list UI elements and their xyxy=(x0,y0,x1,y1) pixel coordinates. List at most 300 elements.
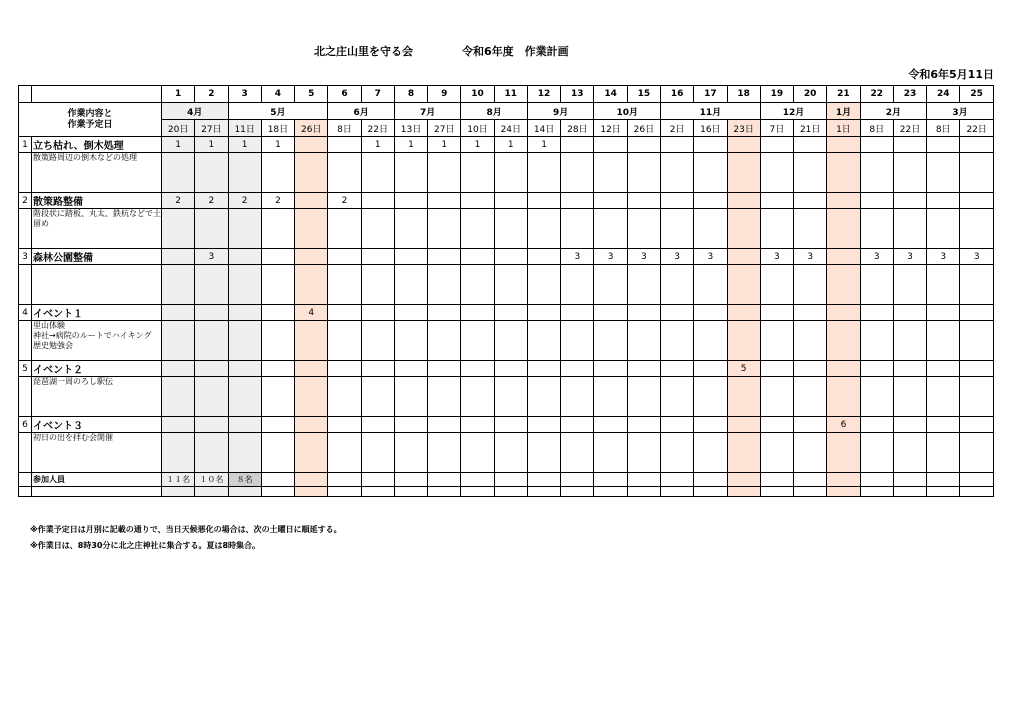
bottom-cell xyxy=(162,487,195,497)
bottom-cell xyxy=(694,487,727,497)
work-date: 8日 xyxy=(927,120,960,137)
work-date: 26日 xyxy=(295,120,328,137)
task-cell xyxy=(794,153,827,193)
week-number: 18 xyxy=(727,86,760,103)
task-cell xyxy=(893,153,926,193)
task-mark xyxy=(760,137,793,153)
task-cell xyxy=(361,433,394,473)
task-mark: 3 xyxy=(594,249,627,265)
bottom-cell xyxy=(228,487,261,497)
task-mark xyxy=(594,305,627,321)
task-mark xyxy=(927,193,960,209)
task-mark xyxy=(428,417,461,433)
task-cell xyxy=(627,321,660,361)
participant-count xyxy=(295,473,328,487)
task-cell xyxy=(727,265,760,305)
task-mark xyxy=(694,361,727,377)
month-header: 12月 xyxy=(760,103,827,120)
task-name: 立ち枯れ、倒木処理 xyxy=(32,137,162,153)
task-cell xyxy=(428,153,461,193)
task-mark xyxy=(627,361,660,377)
task-mark xyxy=(361,417,394,433)
task-cell xyxy=(694,209,727,249)
task-mark xyxy=(660,193,693,209)
task-mark xyxy=(727,249,760,265)
task-mark xyxy=(860,193,893,209)
task-cell xyxy=(760,433,793,473)
bottom-cell xyxy=(261,487,294,497)
task-cell xyxy=(594,209,627,249)
week-number: 2 xyxy=(195,86,228,103)
task-mark: 5 xyxy=(727,361,760,377)
work-date: 28日 xyxy=(561,120,594,137)
task-mark xyxy=(561,361,594,377)
task-cell xyxy=(527,321,560,361)
task-mark: 1 xyxy=(195,137,228,153)
task-cell xyxy=(794,209,827,249)
task-cell xyxy=(394,433,427,473)
participant-count xyxy=(660,473,693,487)
participant-count xyxy=(261,473,294,487)
task-cell xyxy=(394,153,427,193)
task-cell xyxy=(428,209,461,249)
bottom-cell xyxy=(461,487,494,497)
work-date: 18日 xyxy=(261,120,294,137)
task-cell xyxy=(361,153,394,193)
task-cell xyxy=(428,377,461,417)
task-cell xyxy=(494,153,527,193)
participant-count xyxy=(361,473,394,487)
task-cell xyxy=(893,433,926,473)
participants-spacer xyxy=(19,473,32,487)
task-mark xyxy=(760,305,793,321)
task-cell xyxy=(627,265,660,305)
week-number: 4 xyxy=(261,86,294,103)
task-cell xyxy=(594,265,627,305)
task-cell xyxy=(394,265,427,305)
task-mark xyxy=(827,249,860,265)
work-date: 8日 xyxy=(328,120,361,137)
participant-count xyxy=(960,473,994,487)
task-cell xyxy=(328,265,361,305)
task-cell xyxy=(694,433,727,473)
task-mark xyxy=(794,417,827,433)
task-mark xyxy=(660,361,693,377)
task-mark xyxy=(328,137,361,153)
task-mark xyxy=(228,417,261,433)
task-cell xyxy=(461,265,494,305)
task-mark xyxy=(461,361,494,377)
task-mark xyxy=(893,417,926,433)
task-cell xyxy=(960,153,994,193)
task-mark xyxy=(660,137,693,153)
task-cell xyxy=(694,377,727,417)
task-mark xyxy=(561,193,594,209)
task-cell xyxy=(594,377,627,417)
task-cell xyxy=(228,321,261,361)
participant-count xyxy=(494,473,527,487)
task-description: 里山体験 神社→病院のルートでハイキング 歴史勉強会 xyxy=(32,321,162,361)
task-mark: 3 xyxy=(694,249,727,265)
task-mark xyxy=(727,305,760,321)
task-cell xyxy=(927,153,960,193)
task-cell xyxy=(727,321,760,361)
task-mark xyxy=(561,305,594,321)
task-cell xyxy=(461,377,494,417)
task-cell xyxy=(827,433,860,473)
task-mark xyxy=(960,361,994,377)
task-description: 琵琶湖一周のろし駅伝 xyxy=(32,377,162,417)
work-date: 22日 xyxy=(361,120,394,137)
task-cell xyxy=(494,433,527,473)
task-mark xyxy=(627,193,660,209)
work-date: 22日 xyxy=(960,120,994,137)
week-number: 1 xyxy=(162,86,195,103)
task-mark xyxy=(162,249,195,265)
task-mark: 1 xyxy=(527,137,560,153)
task-cell xyxy=(527,377,560,417)
task-mark xyxy=(893,361,926,377)
week-number: 5 xyxy=(295,86,328,103)
task-cell xyxy=(162,153,195,193)
task-mark: 2 xyxy=(162,193,195,209)
task-cell xyxy=(927,377,960,417)
participant-count xyxy=(893,473,926,487)
task-cell xyxy=(660,377,693,417)
task-mark xyxy=(394,417,427,433)
week-number: 14 xyxy=(594,86,627,103)
task-number-spacer xyxy=(19,433,32,473)
task-mark xyxy=(261,361,294,377)
task-cell xyxy=(494,377,527,417)
task-cell xyxy=(527,209,560,249)
task-mark xyxy=(361,361,394,377)
week-number: 6 xyxy=(328,86,361,103)
bottom-cell xyxy=(860,487,893,497)
task-description: 散策路周辺の倒木などの処理 xyxy=(32,153,162,193)
task-mark xyxy=(794,137,827,153)
task-cell xyxy=(527,433,560,473)
task-mark: 4 xyxy=(295,305,328,321)
task-mark xyxy=(461,249,494,265)
task-cell xyxy=(660,321,693,361)
task-mark xyxy=(295,137,328,153)
task-cell xyxy=(228,209,261,249)
task-cell xyxy=(295,433,328,473)
task-cell xyxy=(295,153,328,193)
task-mark xyxy=(694,305,727,321)
task-mark: 3 xyxy=(860,249,893,265)
bottom-cell xyxy=(394,487,427,497)
week-number: 20 xyxy=(794,86,827,103)
month-header: 1月 xyxy=(827,103,860,120)
task-mark xyxy=(827,305,860,321)
task-mark xyxy=(361,305,394,321)
task-mark: 3 xyxy=(627,249,660,265)
participant-count xyxy=(860,473,893,487)
task-mark xyxy=(627,305,660,321)
corner-cell xyxy=(19,86,32,103)
task-mark: 1 xyxy=(361,137,394,153)
bottom-cell xyxy=(195,487,228,497)
task-cell xyxy=(261,377,294,417)
task-cell xyxy=(328,153,361,193)
month-header: 6月 xyxy=(328,103,395,120)
participant-count xyxy=(760,473,793,487)
task-cell xyxy=(694,321,727,361)
task-mark xyxy=(760,417,793,433)
task-mark xyxy=(927,361,960,377)
participant-count: １１名 xyxy=(162,473,195,487)
task-mark xyxy=(561,137,594,153)
task-number: 3 xyxy=(19,249,32,265)
task-mark xyxy=(428,305,461,321)
task-cell xyxy=(860,265,893,305)
participant-count xyxy=(328,473,361,487)
task-mark xyxy=(328,249,361,265)
task-cell xyxy=(261,153,294,193)
task-mark: 1 xyxy=(261,137,294,153)
task-mark xyxy=(494,361,527,377)
task-number: 5 xyxy=(19,361,32,377)
task-cell xyxy=(827,209,860,249)
task-mark xyxy=(660,417,693,433)
task-mark: 3 xyxy=(927,249,960,265)
task-mark xyxy=(927,417,960,433)
task-mark: 1 xyxy=(494,137,527,153)
work-date: 7日 xyxy=(760,120,793,137)
task-mark xyxy=(893,137,926,153)
task-cell xyxy=(561,433,594,473)
task-cell xyxy=(561,377,594,417)
task-cell xyxy=(893,209,926,249)
task-cell xyxy=(162,321,195,361)
participant-count xyxy=(827,473,860,487)
task-cell xyxy=(660,153,693,193)
participant-count xyxy=(927,473,960,487)
task-mark: 1 xyxy=(162,137,195,153)
task-mark xyxy=(494,193,527,209)
task-cell xyxy=(428,433,461,473)
bottom-cell xyxy=(494,487,527,497)
task-cell xyxy=(295,265,328,305)
task-mark: 3 xyxy=(760,249,793,265)
task-mark xyxy=(960,193,994,209)
participant-count xyxy=(461,473,494,487)
task-cell xyxy=(162,265,195,305)
task-mark xyxy=(394,361,427,377)
task-cell xyxy=(428,265,461,305)
week-number: 9 xyxy=(428,86,461,103)
task-cell xyxy=(195,377,228,417)
task-mark xyxy=(295,249,328,265)
month-header: 7月 xyxy=(394,103,461,120)
task-mark: 3 xyxy=(660,249,693,265)
work-date: 11日 xyxy=(228,120,261,137)
task-cell xyxy=(694,153,727,193)
task-mark xyxy=(694,193,727,209)
task-cell xyxy=(827,153,860,193)
task-mark xyxy=(760,193,793,209)
task-cell xyxy=(261,265,294,305)
task-cell xyxy=(561,321,594,361)
task-mark xyxy=(893,305,926,321)
task-mark xyxy=(361,193,394,209)
task-cell xyxy=(927,209,960,249)
month-header: 10月 xyxy=(594,103,661,120)
bottom-cell xyxy=(328,487,361,497)
task-mark: 1 xyxy=(428,137,461,153)
task-description: 階段状に踏板、丸太、鉄杭などで土留め xyxy=(32,209,162,249)
work-date: 22日 xyxy=(893,120,926,137)
work-date: 1日 xyxy=(827,120,860,137)
task-cell xyxy=(228,265,261,305)
task-mark: 3 xyxy=(794,249,827,265)
week-number: 23 xyxy=(893,86,926,103)
task-cell xyxy=(295,321,328,361)
task-cell xyxy=(727,377,760,417)
task-mark xyxy=(527,361,560,377)
bottom-cell xyxy=(627,487,660,497)
task-number-spacer xyxy=(19,377,32,417)
task-mark: 2 xyxy=(228,193,261,209)
task-mark xyxy=(428,249,461,265)
task-cell xyxy=(461,433,494,473)
bottom-cell xyxy=(527,487,560,497)
task-mark xyxy=(694,137,727,153)
task-mark xyxy=(162,417,195,433)
task-mark xyxy=(195,305,228,321)
task-mark xyxy=(228,305,261,321)
document-date: 令和6年5月11日 xyxy=(908,68,994,81)
task-cell xyxy=(594,433,627,473)
task-cell xyxy=(428,321,461,361)
header-label: 作業内容と 作業予定日 xyxy=(19,103,162,137)
task-cell xyxy=(461,321,494,361)
task-mark xyxy=(461,417,494,433)
task-mark xyxy=(461,305,494,321)
task-cell xyxy=(261,433,294,473)
task-cell xyxy=(927,433,960,473)
task-cell xyxy=(527,153,560,193)
work-date: 14日 xyxy=(527,120,560,137)
task-mark xyxy=(860,417,893,433)
task-name: 森林公園整備 xyxy=(32,249,162,265)
work-date: 23日 xyxy=(727,120,760,137)
task-name: イベント２ xyxy=(32,361,162,377)
task-cell xyxy=(594,321,627,361)
task-cell xyxy=(960,377,994,417)
bottom-cell xyxy=(594,487,627,497)
bottom-cell xyxy=(361,487,394,497)
month-header: 3月 xyxy=(927,103,994,120)
task-mark xyxy=(594,137,627,153)
task-mark xyxy=(960,137,994,153)
task-number: 2 xyxy=(19,193,32,209)
task-cell xyxy=(162,377,195,417)
work-date: 20日 xyxy=(162,120,195,137)
task-mark xyxy=(461,193,494,209)
bottom-cell xyxy=(893,487,926,497)
task-mark xyxy=(261,305,294,321)
task-mark xyxy=(162,361,195,377)
task-mark xyxy=(361,249,394,265)
task-mark xyxy=(295,361,328,377)
week-number: 3 xyxy=(228,86,261,103)
task-cell xyxy=(794,265,827,305)
task-mark xyxy=(594,193,627,209)
task-cell xyxy=(827,321,860,361)
work-date: 13日 xyxy=(394,120,427,137)
task-number-spacer xyxy=(19,265,32,305)
task-mark: 2 xyxy=(261,193,294,209)
task-mark xyxy=(960,305,994,321)
task-cell xyxy=(727,433,760,473)
task-name: イベント１ xyxy=(32,305,162,321)
task-cell xyxy=(361,321,394,361)
work-date: 2日 xyxy=(660,120,693,137)
task-cell xyxy=(927,265,960,305)
work-date: 10日 xyxy=(461,120,494,137)
task-mark: 2 xyxy=(195,193,228,209)
schedule-table xyxy=(18,85,994,497)
task-cell xyxy=(561,153,594,193)
bottom-cell xyxy=(428,487,461,497)
task-mark xyxy=(827,361,860,377)
task-number: 6 xyxy=(19,417,32,433)
participant-count xyxy=(527,473,560,487)
task-number-spacer xyxy=(19,209,32,249)
task-cell xyxy=(860,209,893,249)
task-mark: 1 xyxy=(228,137,261,153)
bottom-spacer xyxy=(32,487,162,497)
task-cell xyxy=(162,209,195,249)
participant-count xyxy=(727,473,760,487)
task-mark xyxy=(428,361,461,377)
task-description: 初日の出を拝む会開催 xyxy=(32,433,162,473)
participant-count xyxy=(794,473,827,487)
task-cell xyxy=(694,265,727,305)
task-mark xyxy=(394,193,427,209)
month-header: 4月 xyxy=(162,103,229,120)
task-mark xyxy=(561,417,594,433)
task-mark xyxy=(394,249,427,265)
week-number: 24 xyxy=(927,86,960,103)
task-cell xyxy=(394,321,427,361)
task-cell xyxy=(760,377,793,417)
task-mark xyxy=(261,249,294,265)
week-number: 16 xyxy=(660,86,693,103)
task-cell xyxy=(228,433,261,473)
work-date: 27日 xyxy=(428,120,461,137)
week-number: 25 xyxy=(960,86,994,103)
month-header: 8月 xyxy=(461,103,528,120)
participant-count xyxy=(561,473,594,487)
month-header: 5月 xyxy=(228,103,328,120)
task-mark: 2 xyxy=(328,193,361,209)
bottom-cell xyxy=(960,487,994,497)
task-cell xyxy=(760,153,793,193)
task-mark xyxy=(860,305,893,321)
task-cell xyxy=(494,265,527,305)
task-mark xyxy=(893,193,926,209)
task-mark xyxy=(394,305,427,321)
task-cell xyxy=(860,433,893,473)
task-mark xyxy=(594,361,627,377)
task-mark xyxy=(328,305,361,321)
task-cell xyxy=(328,209,361,249)
task-cell xyxy=(162,433,195,473)
